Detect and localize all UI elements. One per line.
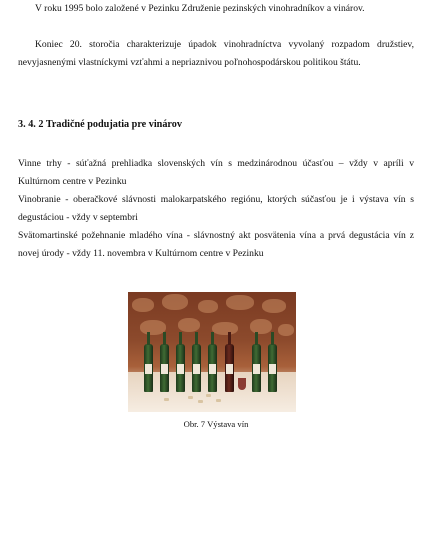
wine-bottle [225,344,234,392]
wine-bottle [176,344,185,392]
section-heading: 3. 4. 2 Tradičné podujatia pre vinárov [18,119,182,130]
wine-bottle [160,344,169,392]
wine-bottle [268,344,277,392]
cork [216,399,221,402]
wine-bottle [208,344,217,392]
cork [198,400,203,403]
paragraph-association: V roku 1995 bolo založené v Pezinku Združenie pezinských vinohradníkov a vinárov. [35,3,365,14]
cork [188,396,193,399]
cork [206,394,211,397]
event-st-martin-blessing: Svätomartinské požehnanie mladého vína - slávnostný akt posvätenia vína a prvá degustácia vín z novej úrody - vždy 11. novembra v Kultúrnom centre v Pezinku [18,230,414,259]
figure-caption: Obr. 7 Výstava vín [183,419,249,429]
event-vintage-festival: Vinobranie - oberačkové slávnosti malokarpatského regiónu, ktorých súčasťou je i výstava vín s degustáciou - vždy v septembri [18,194,414,223]
cork [164,398,169,401]
event-wine-market: Vinne trhy - súťažná prehliadka slovenských vín s medzinárodnou účasťou – vždy v apríli v Kultúrnom centre v Pezinku [18,158,414,187]
wine-exhibition-photo [128,292,296,412]
wine-bottle [144,344,153,392]
wine-bottle [192,344,201,392]
wine-bottle [252,344,261,392]
paragraph-decline: Koniec 20. storočia charakterizuje úpadok vinohradníctva vyvolaný rozpadom družstiev, nevyjasnenými vlastníckymi vzťahmi a nepriaznivou poľnohospodárskou politikou štátu. [18,39,414,68]
wine-glass [238,378,246,390]
